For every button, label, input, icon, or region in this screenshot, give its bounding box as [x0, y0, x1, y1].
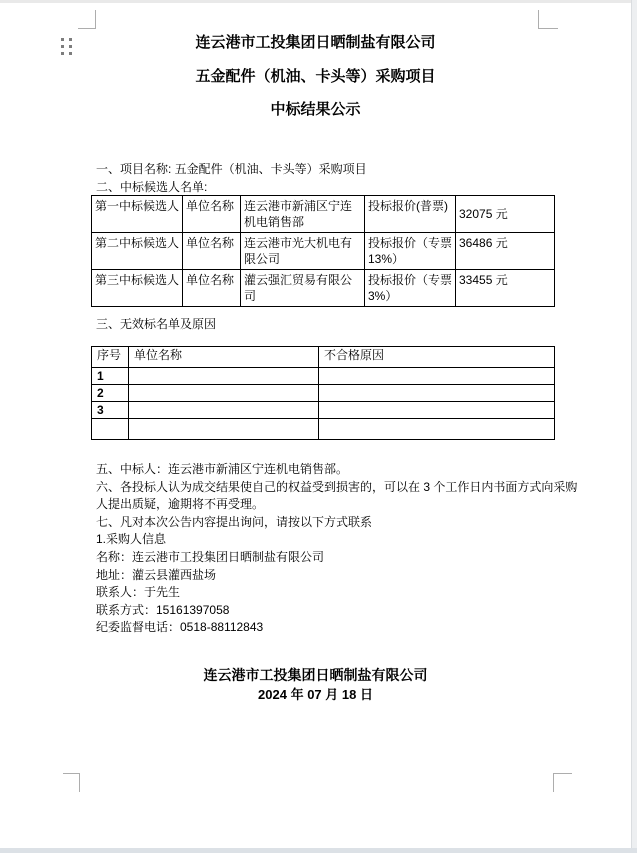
page-boundary-top [0, 0, 637, 3]
table-cell: 36486 元 [456, 233, 555, 270]
table-cell: 第二中标候选人 [92, 233, 183, 270]
table-cell: 1 [92, 368, 129, 385]
table-cell: 连云港市光大机电有限公司 [241, 233, 365, 270]
column-header: 单位名称 [129, 347, 319, 368]
table-cell [319, 385, 555, 402]
doc-title-announcement: 中标结果公示 [270, 101, 361, 118]
doc-title-project: 五金配件（机油、卡头等）采购项目 [195, 68, 436, 85]
section-invalid-bids-heading: 三、无效标名单及原因 [96, 317, 217, 331]
contact-intro-line: 七、凡对本次公告内容提出询问，请按以下方式联系 [96, 514, 373, 529]
page-boundary-bottom [0, 848, 637, 853]
page-boundary-right [631, 0, 637, 853]
body-paragraphs [96, 461, 578, 637]
table-cell: 投标报价(普票) [365, 196, 456, 233]
objection-line-1: 六、各投标人认为成交结果使自己的权益受到损害的，可以在 3 个工作日内书面方式向采购 [96, 479, 578, 494]
table-cell [129, 402, 319, 419]
candidates-table [91, 195, 555, 307]
drag-handle-dot [69, 52, 72, 55]
table-row [92, 402, 555, 419]
margin-crop-mark-bottom-right [553, 773, 572, 792]
margin-crop-mark-bottom-left [63, 773, 80, 792]
section-candidate-list-heading: 二、中标候选人名单: [96, 180, 208, 194]
table-row [92, 270, 555, 307]
table-row [92, 385, 555, 402]
table-cell: 投标报价（专票13%） [365, 233, 456, 270]
table-cell [129, 419, 319, 440]
table-cell [129, 368, 319, 385]
supervision-phone-line: 纪委监督电话：0518-88112843 [96, 620, 264, 635]
table-cell: 第一中标候选人 [92, 196, 183, 233]
table-cell: 连云港市新浦区宁连机电销售部 [241, 196, 365, 233]
column-header: 不合格原因 [319, 347, 555, 368]
footer-date: 2024 年 07 月 18 日 [258, 687, 373, 702]
table-cell [319, 419, 555, 440]
purchaser-address-line: 地址：灌云县灌西盐场 [96, 567, 217, 582]
invalid-bids-table [91, 346, 555, 440]
contact-phone-line: 联系方式：15161397058 [96, 602, 230, 617]
table-cell: 3 [92, 402, 129, 419]
table-cell [319, 402, 555, 419]
table-header-row [92, 347, 555, 368]
section-project-name: 一、项目名称: 五金配件（机油、卡头等）采购项目 [96, 162, 367, 176]
table-cell: 投标报价（专票3%） [365, 270, 456, 307]
table-cell: 单位名称 [183, 196, 241, 233]
table-cell: 2 [92, 385, 129, 402]
table-row [92, 368, 555, 385]
table-row [92, 196, 555, 233]
winner-line: 五、中标人：连云港市新浦区宁连机电销售部。 [96, 462, 349, 476]
table-cell [319, 368, 555, 385]
table-row [92, 233, 555, 270]
drag-handle-dot [61, 52, 64, 55]
purchaser-name-line: 名称：连云港市工投集团日晒制盐有限公司 [96, 549, 325, 564]
table-cell [129, 385, 319, 402]
table-cell: 33455 元 [456, 270, 555, 307]
table-cell: 单位名称 [183, 233, 241, 270]
doc-title-company: 连云港市工投集团日晒制盐有限公司 [195, 34, 436, 51]
footer-company: 连云港市工投集团日晒制盐有限公司 [203, 667, 428, 683]
table-cell: 32075 元 [456, 196, 555, 233]
contact-person-line: 联系人：于先生 [96, 585, 181, 600]
column-header: 序号 [92, 347, 129, 368]
table-cell: 单位名称 [183, 270, 241, 307]
table-row [92, 419, 555, 440]
objection-line-2: 人提出质疑，逾期将不再受理。 [96, 497, 265, 512]
margin-crop-mark-top-right [538, 10, 558, 29]
table-cell [92, 419, 129, 440]
margin-crop-mark-top-left [78, 10, 96, 29]
table-cell: 灌云强汇贸易有限公司 [241, 270, 365, 307]
table-cell: 第三中标候选人 [92, 270, 183, 307]
purchaser-info-heading: 1.采购人信息 [96, 532, 167, 547]
